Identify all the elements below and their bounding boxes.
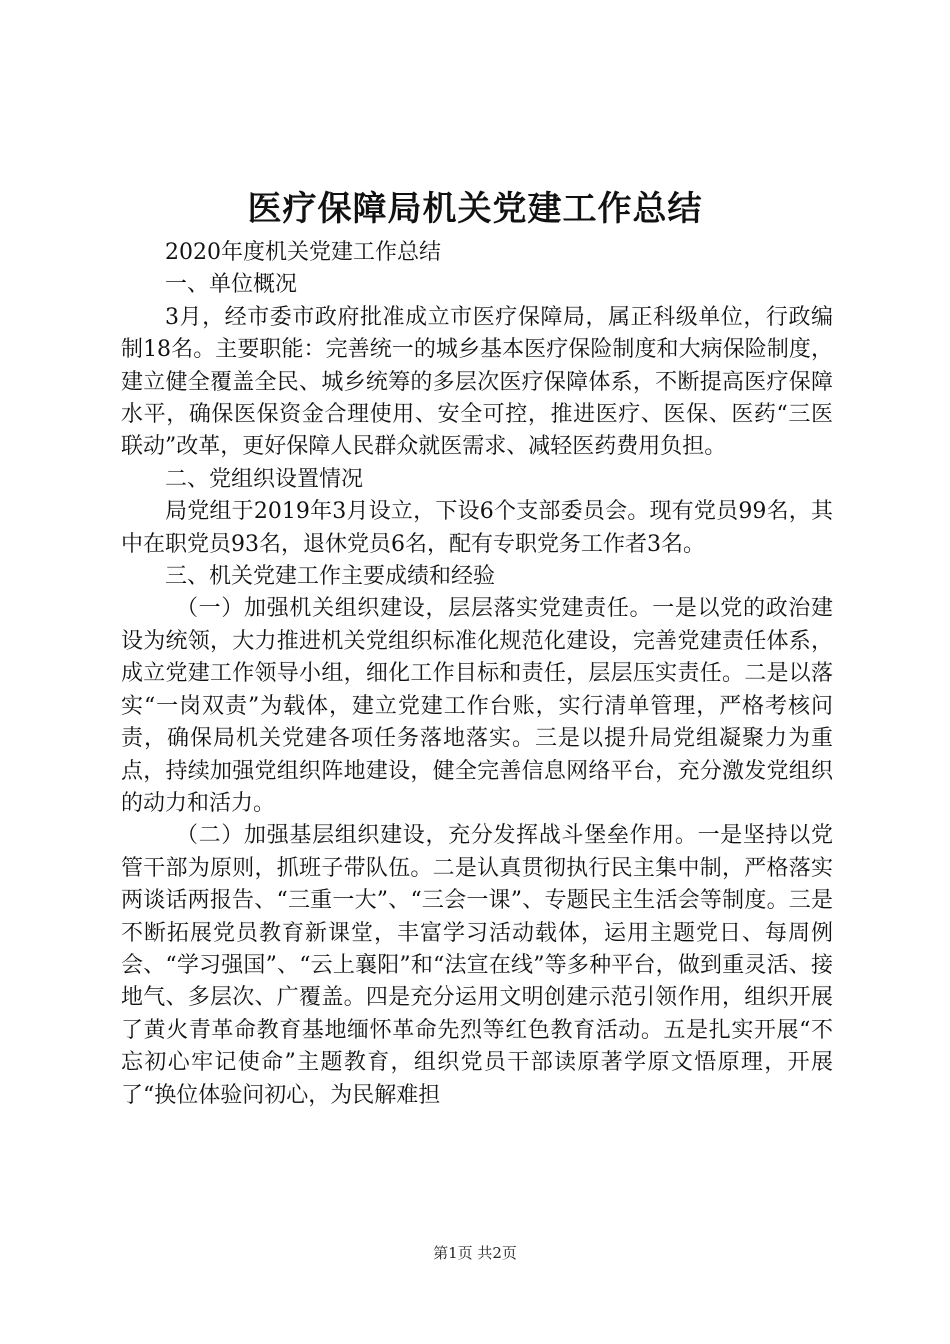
document-body	[121, 237, 833, 1112]
section-paragraph-1: 3月，经市委市政府批准成立市医疗保障局，属正科级单位，行政编制18名。主要职能：完善统一的城乡基本医疗保险制度和大病保险制度，建立健全覆盖全民、城乡统筹的多层次医疗保障体系，不断提高医疗保障水平，确保医保资金合理使用、安全可控，推进医疗、医保、医药“三医联动”改革，更好保障人民群众就医需求、减轻医药费用负担。	[121, 304, 833, 460]
section-paragraph-2: 局党组于2019年3月设立，下设6个支部委员会。现有党员99名，其中在职党员93名，退休党员6名，配有专职党务工作者3名。	[121, 499, 833, 557]
subtitle-paragraph: 2020年度机关党建工作总结	[165, 240, 441, 265]
section-heading-3: 三、机关党建工作主要成绩和经验	[165, 564, 496, 590]
page-number-footer: 第1页 共2页	[433, 1244, 517, 1262]
subsection-paragraph-2: （二）加强基层组织建设，充分发挥战斗堡垒作用。一是坚持以党管干部为原则，抓班子带队伍。二是认真贯彻执行民主集中制，严格落实两谈话两报告、“三重一大”、“三会一课”、专题民主生活会等制度。三是不断拓展党员教育新课堂，丰富学习活动载体，运用主题党日、每周例会、“学习强国”、“云上襄阳”和“法宣在线”等多种平台，做到重灵活、接地气、多层次、广覆盖。四是充分运用文明创建示范引领作用，组织开展了黄火青革命教育基地缅怀革命先烈等红色教育活动。五是扎实开展“不忘初心牢记使命”主题教育，组织党员干部读原著学原文悟原理，开展了“换位体验问初心，为民解难担	[121, 823, 833, 1108]
subsection-paragraph-1: （一）加强机关组织建设，层层落实党建责任。一是以党的政治建设为统领，大力推进机关党组织标准化规范化建设，完善党建责任体系，成立党建工作领导小组，细化工作目标和责任，层层压实责任。二是以落实“一岗双责”为载体，建立党建工作台账，实行清单管理，严格考核问责，确保局机关党建各项任务落地落实。三是以提升局党组凝聚力为重点，持续加强党组织阵地建设，健全完善信息网络平台，充分激发党组织的动力和活力。	[121, 596, 833, 816]
section-heading-2: 二、党组织设置情况	[165, 466, 364, 492]
document-title: 医疗保障局机关党建工作总结	[247, 189, 703, 229]
section-heading-1: 一、单位概况	[165, 272, 298, 298]
